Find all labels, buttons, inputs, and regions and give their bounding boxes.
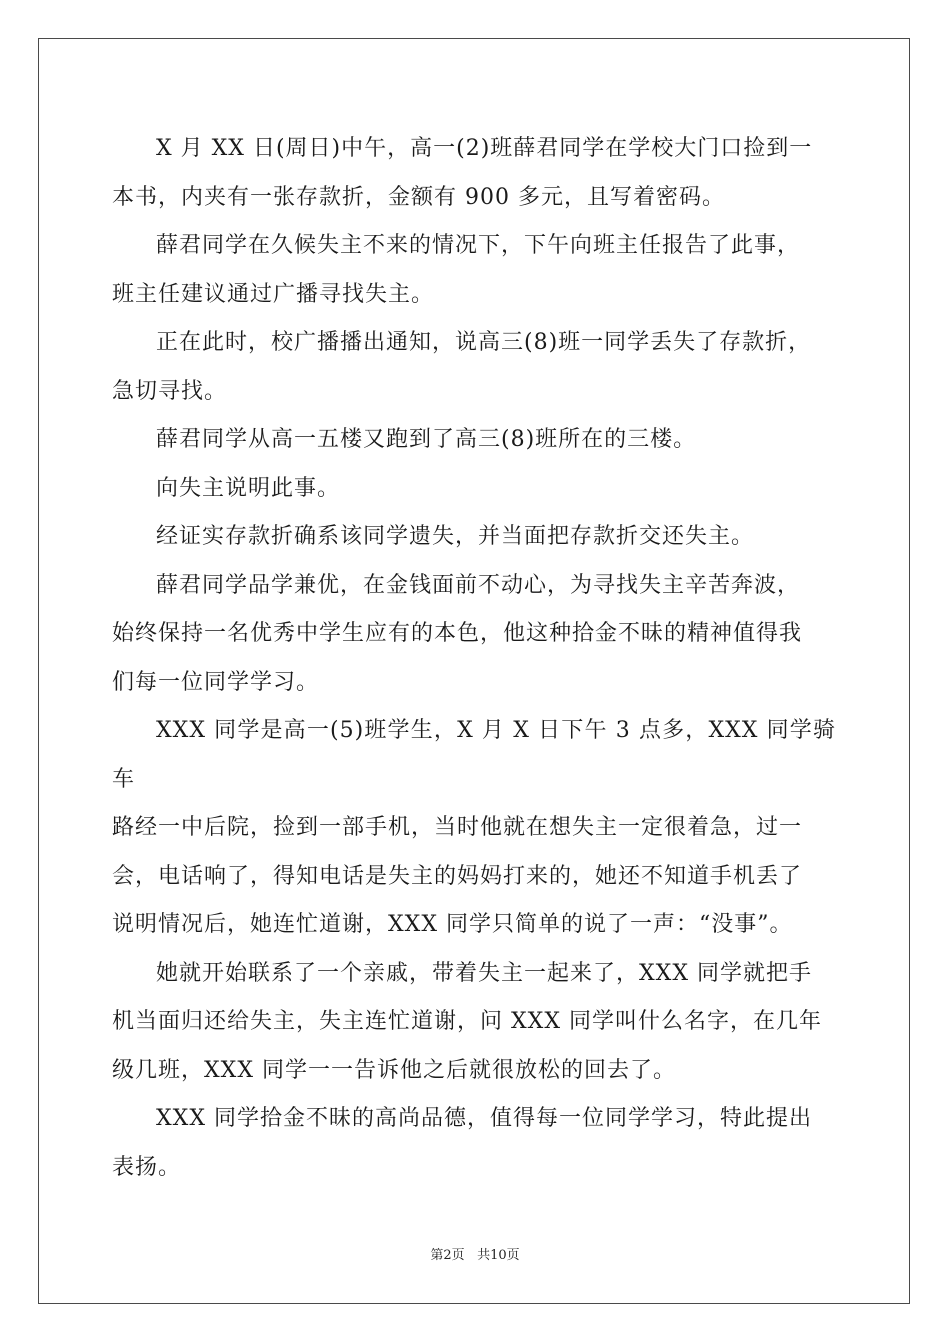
- text-line: X 月 XX 日(周日)中午，高一(2)班薛君同学在学校大门口捡到一: [156, 136, 813, 161]
- text-line: 说明情况后，她连忙道谢，XXX 同学只简单的说了一声：“没事”。: [112, 912, 793, 937]
- text-line: 她就开始联系了一个亲戚，带着失主一起来了，XXX 同学就把手: [156, 960, 812, 986]
- text-line: 表扬。: [112, 1154, 182, 1180]
- text-line: 班主任建议通过广播寻找失主。: [112, 281, 435, 307]
- text-line: 级几班，XXX 同学一一告诉他之后就很放松的回去了。: [112, 1057, 676, 1083]
- text-line: XXX 同学是高一(5)班学生，X 月 X 日下午 3 点多，XXX 同学骑车: [112, 718, 836, 792]
- text-line: 本书，内夹有一张存款折，金额有 900 多元，且写着密码。: [112, 184, 725, 210]
- text-line: 经证实存款折确系该同学遗失，并当面把存款折交还失主。: [156, 524, 755, 549]
- text-line: 正在此时，校广播播出通知，说高三(8)班一同学丢失了存款折，: [156, 330, 812, 355]
- paragraph: [112, 513, 836, 562]
- paragraph: [112, 950, 836, 1096]
- text-line: 们每一位同学学习。: [112, 669, 320, 695]
- page-total: 共10页: [477, 1248, 520, 1263]
- text-line: 机当面归还给失主，失主连忙道谢，问 XXX 同学叫什么名字，在几年: [112, 1009, 822, 1034]
- document-body: [112, 125, 836, 1192]
- text-line: 薛君同学在久候失主不来的情况下，下午向班主任报告了此事，: [156, 233, 801, 258]
- paragraph: [112, 319, 836, 416]
- paragraph: [112, 562, 836, 708]
- text-line: 路经一中后院，捡到一部手机，当时他就在想失主一定很着急，过一: [112, 815, 803, 840]
- paragraph: [112, 707, 836, 950]
- page-number: 第2页: [430, 1248, 465, 1263]
- text-line: 始终保持一名优秀中学生应有的本色，他这种拾金不昧的精神值得我: [112, 621, 803, 646]
- text-line: 会，电话响了，得知电话是失主的妈妈打来的，她还不知道手机丢了: [112, 863, 803, 889]
- paragraph: [112, 1095, 836, 1192]
- text-line: XXX 同学拾金不昧的高尚品德，值得每一位同学学习，特此提出: [156, 1106, 812, 1131]
- paragraph: [112, 222, 836, 319]
- paragraph: [112, 416, 836, 465]
- paragraph: [112, 125, 836, 222]
- paragraph: [112, 465, 836, 514]
- text-line: 薛君同学从高一五楼又跑到了高三(8)班所在的三楼。: [156, 427, 697, 452]
- text-line: 薛君同学品学兼优，在金钱面前不动心，为寻找失主辛苦奔波，: [156, 572, 801, 598]
- text-line: 向失主说明此事。: [156, 475, 341, 501]
- text-line: 急切寻找。: [112, 378, 228, 404]
- page-footer: [0, 1246, 950, 1266]
